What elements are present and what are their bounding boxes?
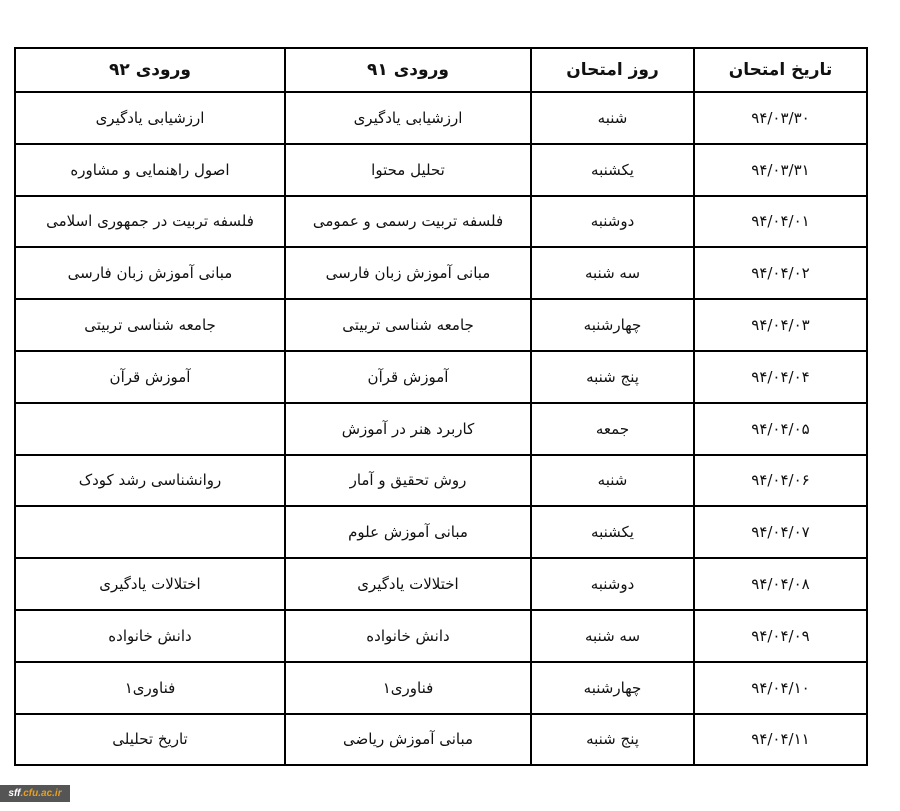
day-cell: یکشنبه — [531, 506, 694, 558]
table-row — [15, 403, 867, 455]
date-text: ۹۴/۰۴/۰۴ — [751, 367, 810, 386]
date-text: ۹۴/۰۴/۱۱ — [751, 730, 810, 749]
date-text: ۹۴/۰۴/۰۱ — [751, 212, 810, 231]
date-text: ۹۴/۰۴/۱۰ — [751, 678, 810, 697]
date-text: ۹۴/۰۴/۰۸ — [751, 575, 810, 594]
day-cell: چهارشنبه — [531, 299, 694, 351]
entry-92-cell: اختلالات یادگیری — [15, 558, 285, 610]
entry-91-cell: روش تحقیق و آمار — [285, 455, 531, 507]
date-text: ۹۴/۰۴/۰۳ — [751, 316, 810, 335]
date-cell — [694, 403, 867, 455]
table-row — [15, 558, 867, 610]
day-cell: چهارشنبه — [531, 662, 694, 714]
day-cell: جمعه — [531, 403, 694, 455]
table-row — [15, 506, 867, 558]
entry-91-cell: فناوری۱ — [285, 662, 531, 714]
date-cell — [694, 455, 867, 507]
entry-91-cell: مبانی آموزش علوم — [285, 506, 531, 558]
entry-91-cell: فلسفه تربیت رسمی و عمومی — [285, 196, 531, 248]
entry-91-cell: آموزش قرآن — [285, 351, 531, 403]
table-row — [15, 92, 867, 144]
date-text: ۹۴/۰۳/۳۰ — [751, 108, 810, 127]
header-row — [15, 48, 867, 92]
date-cell — [694, 144, 867, 196]
date-cell — [694, 299, 867, 351]
date-text: ۹۴/۰۴/۰۲ — [751, 264, 810, 283]
entry-92-cell: جامعه شناسی تربیتی — [15, 299, 285, 351]
header-entry-91: ورودی ۹۱ — [285, 48, 531, 92]
entry-91-cell: تحلیل محتوا — [285, 144, 531, 196]
entry-91-cell: مبانی آموزش زبان فارسی — [285, 247, 531, 299]
day-cell: سه شنبه — [531, 610, 694, 662]
table-row — [15, 196, 867, 248]
date-cell — [694, 247, 867, 299]
date-cell — [694, 351, 867, 403]
table-row — [15, 351, 867, 403]
day-cell: دوشنبه — [531, 558, 694, 610]
entry-92-cell: فلسفه تربیت در جمهوری اسلامی — [15, 196, 285, 248]
entry-92-cell: فناوری۱ — [15, 662, 285, 714]
date-text: ۹۴/۰۴/۰۶ — [751, 471, 810, 490]
watermark-suffix: .cfu.ac.ir — [20, 788, 62, 799]
day-cell: پنج شنبه — [531, 351, 694, 403]
entry-92-cell: آموزش قرآن — [15, 351, 285, 403]
entry-92-cell: مبانی آموزش زبان فارسی — [15, 247, 285, 299]
day-cell: شنبه — [531, 455, 694, 507]
table-row — [15, 714, 867, 766]
entry-91-cell: کاربرد هنر در آموزش — [285, 403, 531, 455]
header-day: روز امتحان — [531, 48, 694, 92]
date-text: ۹۴/۰۴/۰۹ — [751, 626, 810, 645]
watermark-logo — [0, 785, 70, 802]
date-cell — [694, 92, 867, 144]
date-cell — [694, 558, 867, 610]
date-cell — [694, 662, 867, 714]
exam-schedule-table — [14, 47, 868, 766]
day-cell: دوشنبه — [531, 196, 694, 248]
day-cell: پنج شنبه — [531, 714, 694, 766]
watermark-prefix: sff — [8, 788, 21, 799]
day-cell: شنبه — [531, 92, 694, 144]
entry-92-cell: ارزشیابی یادگیری — [15, 92, 285, 144]
table-row — [15, 455, 867, 507]
date-text: ۹۴/۰۳/۳۱ — [751, 160, 810, 179]
date-cell — [694, 196, 867, 248]
header-entry-92: ورودی ۹۲ — [15, 48, 285, 92]
entry-92-cell: تاریخ تحلیلی — [15, 714, 285, 766]
table-row — [15, 144, 867, 196]
entry-91-cell: مبانی آموزش ریاضی — [285, 714, 531, 766]
entry-92-cell: اصول راهنمایی و مشاوره — [15, 144, 285, 196]
entry-92-cell — [15, 506, 285, 558]
date-cell — [694, 714, 867, 766]
entry-91-cell: اختلالات یادگیری — [285, 558, 531, 610]
entry-92-cell: روانشناسی رشد کودک — [15, 455, 285, 507]
date-text: ۹۴/۰۴/۰۵ — [751, 419, 810, 438]
table-row — [15, 247, 867, 299]
table-row — [15, 299, 867, 351]
date-cell — [694, 506, 867, 558]
day-cell: یکشنبه — [531, 144, 694, 196]
date-cell — [694, 610, 867, 662]
entry-92-cell: دانش خانواده — [15, 610, 285, 662]
day-cell: سه شنبه — [531, 247, 694, 299]
table-row — [15, 662, 867, 714]
entry-91-cell: دانش خانواده — [285, 610, 531, 662]
entry-91-cell: جامعه شناسی تربیتی — [285, 299, 531, 351]
table-row — [15, 610, 867, 662]
entry-92-cell — [15, 403, 285, 455]
entry-91-cell: ارزشیابی یادگیری — [285, 92, 531, 144]
header-date: تاریخ امتحان — [694, 48, 867, 92]
date-text: ۹۴/۰۴/۰۷ — [751, 523, 810, 542]
